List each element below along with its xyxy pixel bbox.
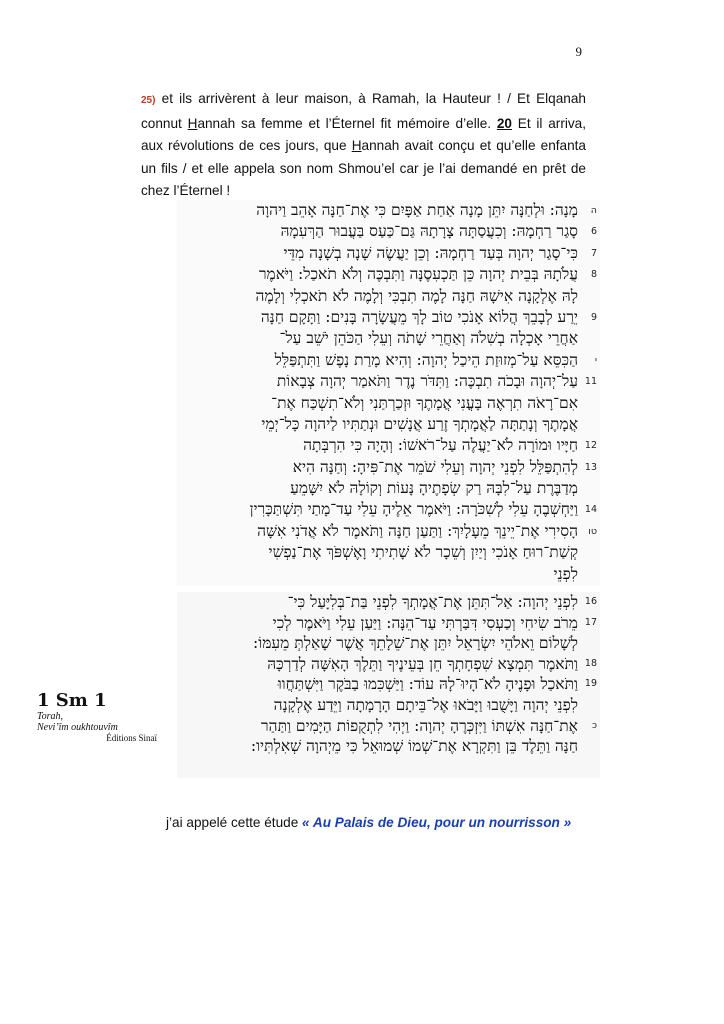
hebrew-line-text: סָגַר רַחְמָהּ: וְכִעֲסַתָּה צָרָתָהּ גַּם־כַּעַס בַּעֲבוּר הַרְּעִמָהּ	[280, 222, 578, 241]
translation-text: annah avait conçu et qu’elle enfanta un fils / et elle appela son nom Shmou’el car je l’ai demandé en prêt de chez l’Éternel !	[141, 138, 586, 198]
hebrew-verse-number: 6	[590, 226, 597, 238]
hebrew-text-scan-bottom	[177, 592, 600, 778]
hebrew-line-text: מְדַבֶּרֶת עַל־לִבָּהּ רַק שְׂפָתֶיהָ נָּעוֹת וְקוֹלָהּ לֹא יִשָּׁמֵעַ	[290, 479, 578, 498]
closing-text: j’ai appelé cette étude	[166, 815, 303, 830]
hebrew-line-text: וַיַּחְשְׁבֶהָ עֵלִי לְשִׁכֹּרָה: וַיֹּאמֶר אֵלֶיהָ עֵלִי עַד־מָתַי תִּשְׁתַּכָּרִין	[249, 500, 578, 519]
hebrew-line-text: חַיָּיו וּמוֹרָה לֹא־יַעֲלֶה עַל־רֹאשׁוֹ: וְהָיָה כִּי הִרְבְּתָה	[303, 436, 578, 455]
page-number: 9	[575, 44, 582, 59]
hebrew-line	[177, 695, 600, 716]
hebrew-verse-number: י	[594, 354, 597, 366]
hebrew-line	[177, 674, 600, 695]
hebrew-line	[177, 478, 600, 499]
source-ref: 1 Sm 1	[37, 690, 107, 711]
hebrew-line-text: וַתֹּאכַל וּפָנֶיהָ לֹא־הָיוּ־לָהּ עוֹד: וַיַּשְׁכִּמוּ בַבֹּקֶר וַיִּשְׁתַּחֲווּ	[277, 675, 578, 694]
hebrew-verse-number: טו	[588, 525, 597, 537]
hebrew-line	[177, 371, 600, 392]
hebrew-verse-number: 8	[590, 269, 597, 281]
hebrew-line	[177, 414, 600, 435]
verse-number: 20	[496, 115, 512, 131]
hebrew-line	[177, 633, 600, 654]
hebrew-line	[177, 613, 600, 634]
hebrew-line-text: אֲמָתֶךָ וְנָתַתָּה לַאֲמָתְךָ זֶרַע אֲנָשִׁים וּנְתַתִּיו לַיהוָה כָּל־יְמֵי	[261, 414, 578, 433]
source-book: Torah,	[37, 711, 64, 722]
hebrew-line-text: קְשַׁת־רוּחַ אָנֹכִי וְיַיִן וְשֵׁכָר לֹא שָׁתִיתִי וָאֶשְׁפֹּךְ אֶת־נַפְשִׁי	[268, 543, 578, 562]
hebrew-line-text: לִפְנֵי יְהוָה: אַל־תִּתֵּן אֶת־אֲמָתְךָ לִפְנֵי בַּת־בְּלִיָּעַל כִּי־	[287, 593, 578, 611]
hebrew-verse-number: 14	[584, 504, 597, 516]
closing-line	[166, 815, 571, 830]
hebrew-line-text: לְהִתְפַּלֵּל לִפְנֵי יְהוָה וְעֵלִי שֹׁמֵר אֶת־פִּיהָ: וְחַנָּה הִיא	[292, 457, 578, 476]
french-translation	[141, 88, 586, 203]
hebrew-verse-number: כ	[591, 719, 597, 731]
hebrew-line-text: לְשָׁלוֹם וֵאלֹהֵי יִשְׂרָאֵל יִתֵּן אֶת־שֵׁלָתֵךְ אֲשֶׁר שָׁאַלְתְּ מֵעִמּוֹ:	[253, 634, 578, 653]
hebrew-line	[177, 393, 600, 414]
hebrew-verse-number: 7	[590, 247, 597, 259]
hebrew-line-text: מֵרֹב שִׂיחִי וְכַעְסִי דִּבַּרְתִּי עַד־הֵנָּה: וַיַּעַן עֵלִי וַיֹּאמֶר לְכִי	[272, 613, 578, 632]
hebrew-verse-number: 18	[584, 657, 597, 669]
hebrew-verse-number: 13	[584, 461, 597, 473]
hebrew-line	[177, 716, 600, 737]
hebrew-line-text: הָסִירִי אֶת־יֵינֵךְ מֵעָלָיִךְ: וַתַּעַן חַנָּה וַתֹּאמֶר לֹא אֲדֹנִי אִשָּׁה	[257, 521, 578, 540]
hebrew-line	[177, 200, 600, 221]
hebrew-line	[177, 435, 600, 456]
hebrew-line	[177, 521, 600, 542]
hebrew-line	[177, 564, 600, 585]
hebrew-line-text: אֶת־חַנָּה אִשְׁתּוֹ וַיִּזְכְּרֶהָ יְהוָה: וַיְהִי לִתְקֻפוֹת הַיָּמִים וַתַּהַר	[261, 716, 578, 735]
source-book-subtitle: Nevi’îm oukhtouvîm	[37, 722, 118, 733]
hebrew-line	[177, 457, 600, 478]
hebrew-line	[177, 654, 600, 675]
verse-number: 25)	[141, 95, 156, 106]
hebrew-line	[177, 243, 600, 264]
underlined-letter: H	[187, 115, 198, 131]
hebrew-line	[177, 592, 600, 613]
hebrew-line-text: מָנָה: וּלְחַנָּה יִתֵּן מָנָה אַחַת אַפָּיִם כִּי אֶת־חַנָּה אָהֵב וַיהוָה	[256, 201, 578, 219]
hebrew-verse-number: ה	[590, 205, 597, 216]
hebrew-line-text: לִפְנֵי	[553, 564, 578, 583]
hebrew-line	[177, 264, 600, 285]
hebrew-text-scan-top	[177, 200, 600, 586]
hebrew-verse-number: 17	[584, 616, 597, 628]
hebrew-line-text: כִּי־סָגַר יְהוָה בְּעַד רַחְמָהּ: וְכֵן יַעֲשֶׂה שָׁנָה בְשָׁנָה מִדֵּי	[283, 243, 578, 262]
hebrew-line	[177, 542, 600, 563]
hebrew-verse-number: 12	[584, 440, 597, 452]
underlined-letter: H	[351, 138, 362, 153]
hebrew-line-text: לָהּ אֶלְקָנָה אִישָׁהּ חַנָּה לָמֶה תִבְכִּי וְלָמֶה לֹא תֹאכְלִי וְלָמֶה	[255, 286, 578, 305]
hebrew-line-text: וַתֹּאמֶר תִּמְצָא שִׁפְחָתְךָ חֵן בְּעֵינֶיךָ וַתֵּלֶךְ הָאִשָּׁה לְדַרְכָּהּ	[267, 654, 578, 673]
hebrew-line-text: עֲלֹתָהּ בְּבֵית יְהוָה כֵּן תַּכְעִסֶנָּה וַתִּבְכֶּה וְלֹא תֹאכַל: וַיֹּאמֶר	[258, 265, 578, 284]
hebrew-line-text: עַל־יְהוָה וּבָכֹה תִבְכֶּה: וַתִּדֹּר נֶדֶר וַתֹּאמַר יְהוָה צְבָאוֹת	[276, 372, 578, 391]
hebrew-line-text: לִפְנֵי יְהוָה וַיָּשֻׁבוּ וַיָּבֹאוּ אֶל־בֵּיתָם הָרָמָתָה וַיֵּדַע אֶלְקָנָה	[273, 695, 578, 714]
hebrew-line	[177, 328, 600, 349]
hebrew-line	[177, 350, 600, 371]
hebrew-line-text: אִם־רָאֹה תִרְאֶה בָּעֳנִי אֲמָתֶךָ וּזְכַרְתַּנִי וְלֹא־תִשְׁכַּח אֶת־	[271, 393, 578, 412]
hebrew-verse-number: 19	[584, 678, 597, 690]
hebrew-line-text: אַחֲרֵי אָכְלָה בְשִׁלֹה וְאַחֲרֵי שָׁתֹה וְעֵלִי הַכֹּהֵן יֹשֵׁב עַל־	[279, 329, 578, 348]
hebrew-line-text: יֵרַע לְבָבֵךְ הֲלוֹא אָנֹכִי טוֹב לָךְ מֵעֲשָׂרָה בָּנִים: וַתָּקָם חַנָּה	[260, 307, 578, 326]
hebrew-verse-number: 9	[590, 311, 597, 323]
hebrew-line	[177, 286, 600, 307]
hebrew-line-text: הַכִּסֵּא עַל־מְזוּזַת הֵיכַל יְהוָה: וְהִיא מָרַת נָפֶשׁ וַתִּתְפַּלֵּל	[274, 350, 578, 369]
source-edition: Éditions Sinaï	[106, 733, 157, 743]
hebrew-line	[177, 221, 600, 242]
hebrew-verse-number: 11	[584, 376, 597, 388]
translation-text: annah sa femme et l’Éternel fit mémoire d’elle.	[197, 115, 497, 131]
translation-text: et ils arrivèrent à leur maison, à Ramah, la Hauteur ! / Et Elqanah connut	[141, 91, 586, 131]
translation-text: Et il arriva, aux révolutions de ces jours, que	[141, 115, 586, 153]
hebrew-line	[177, 736, 600, 757]
hebrew-line-text: חַנָּה וַתֵּלֶד בֵּן וַתִּקְרָא אֶת־שְׁמוֹ שְׁמוּאֵל כִּי מֵיְהוָה שְׁאִלְתִּיו:	[250, 737, 578, 756]
study-title: « Au Palais de Dieu, pour un nourrisson »	[302, 815, 572, 830]
hebrew-line	[177, 307, 600, 328]
source-reference	[37, 690, 157, 743]
hebrew-verse-number: 16	[584, 596, 597, 607]
hebrew-line	[177, 499, 600, 520]
